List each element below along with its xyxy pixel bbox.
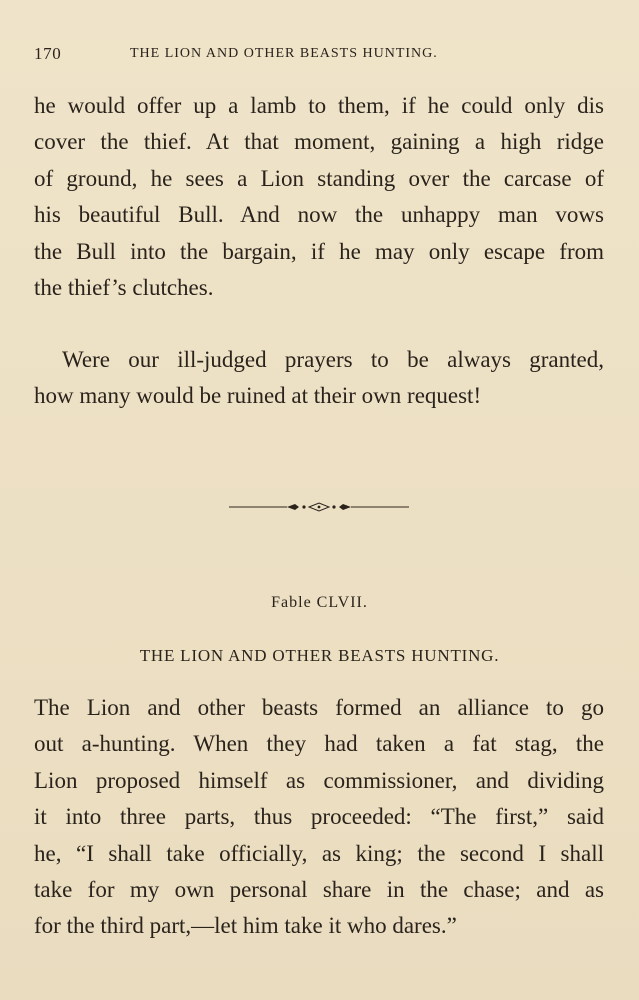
text-line: the Bull into the bargain, if he may only escape from [34, 238, 604, 264]
moral-paragraph [34, 342, 604, 415]
fable-number: Fable CLVII. [271, 594, 368, 611]
text-line: he would offer up a lamb to them, if he could only dis [34, 93, 604, 118]
running-head [34, 44, 605, 66]
text-line: how many would be ruined at their own request! [34, 383, 482, 409]
paragraph-continuation [34, 88, 604, 306]
fable-title: THE LION AND OTHER BEASTS HUNTING. [139, 646, 500, 665]
text-line: take for my own personal share in the chase; and as [34, 876, 604, 902]
text-line: for the third part,—let him take it who dares.” [34, 913, 457, 939]
text-line: of ground, he sees a Lion standing over the carcase of [34, 165, 604, 191]
text-line: cover the thief. At that moment, gaining a high ridge [34, 129, 604, 155]
running-title: THE LION AND OTHER BEASTS HUNTING. [130, 46, 438, 61]
text-line: the thief’s clutches. [34, 274, 214, 300]
text-line: it into three parts, thus proceeded: “The first,” said [34, 804, 604, 830]
text-line: The Lion and other beasts formed an alliance to go [34, 695, 604, 720]
ornamental-divider [229, 500, 409, 514]
page-number: 170 [34, 44, 62, 63]
text-line: Were our ill-judged prayers to be always granted, [62, 347, 604, 372]
text-line: he, “I shall take officially, as king; the second I shall [34, 840, 604, 866]
fable-body [34, 690, 604, 945]
text-line: out a-hunting. When they had taken a fat stag, the [34, 731, 604, 757]
text-line: his beautiful Bull. And now the unhappy man vows [34, 202, 604, 228]
text-line: Lion proposed himself as commissioner, and dividing [34, 767, 604, 793]
